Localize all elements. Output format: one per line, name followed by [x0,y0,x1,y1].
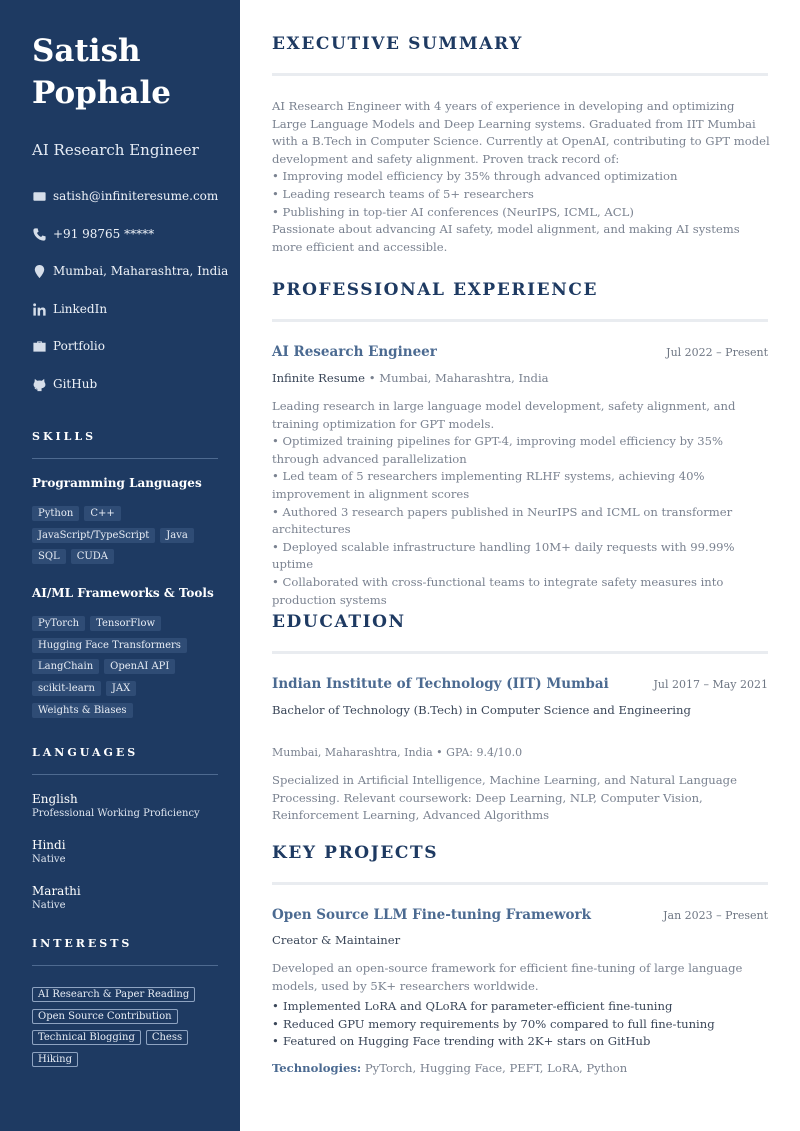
language-name: Marathi [32,884,81,898]
main-content [240,0,800,1131]
summary-line: • Leading research teams of 5+ researchers [272,186,534,201]
education-description: Specialized in Artificial Intelligence, Machine Learning, and Natural Language Processing. Relevant coursework: Deep Learning, NLP, Computer Vision, Reinforcement Learning, Advanced Algorithms [272,773,737,823]
contact-linkedin-text: LinkedIn [53,302,108,316]
mail-icon [32,189,47,204]
projects-heading: KEY PROJECTS [272,843,439,863]
language-level: Native [32,900,66,911]
project-bullets [272,998,772,1051]
interest-tag-row [32,1052,78,1067]
interest-tag: Open Source Contribution [32,1009,178,1024]
experience-location: • Mumbai, Maharashtra, India [368,371,549,385]
skill-tag-row [32,528,194,543]
last-name: Pophale [32,75,171,111]
skills-divider [32,458,218,459]
language-item [32,884,81,911]
skills-heading: SKILLS [32,430,97,443]
skill-tag: CUDA [71,549,114,564]
project-description: Developed an open-source framework for efficient fine-tuning of large language models, used by 5K+ researchers worldwide. [272,961,743,993]
skill-tag: C++ [84,506,120,521]
skill-tag-row [32,638,187,653]
languages-heading: LANGUAGES [32,746,139,759]
technologies-value: PyTorch, Hugging Face, PEFT, LoRA, Python [361,1061,628,1075]
skill-tag: Hugging Face Transformers [32,638,187,653]
education-school: Indian Institute of Technology (IIT) Mumbai [272,676,609,692]
contact-github[interactable] [32,374,97,394]
education-meta: Mumbai, Maharashtra, India • GPA: 9.4/10.0 [272,746,523,759]
experience-line: • Optimized training pipelines for GPT-4, improving model efficiency by 35% through advanced parallelization [272,434,724,466]
summary-text [272,98,772,256]
skill-group-title: Programming Languages [32,476,202,490]
project-technologies [272,1061,627,1075]
skill-tag: TensorFlow [90,616,161,631]
language-name: English [32,792,78,806]
candidate-name [32,30,171,114]
languages-divider [32,774,218,775]
experience-company: Infinite Resume [272,371,366,385]
project-role: Creator & Maintainer [272,933,401,947]
skill-tag: scikit-learn [32,681,101,696]
education-dates: Jul 2017 – May 2021 [653,678,768,691]
experience-heading: PROFESSIONAL EXPERIENCE [272,280,599,300]
contact-github-text: GitHub [53,377,98,391]
summary-line: Passionate about advancing AI safety, model alignment, and making AI systems more efficient and accessible. [272,222,740,254]
contact-phone-text: +91 98765 ***** [53,227,155,241]
skill-tag-row [32,506,121,521]
projects-divider [272,882,768,885]
interest-tag: Hiking [32,1052,78,1067]
skill-tag: Java [160,528,194,543]
contact-portfolio-text: Portfolio [53,339,105,353]
interests-divider [32,965,218,966]
experience-line: Leading research in large language model development, safety alignment, and training optimization for GPT models. [272,399,736,431]
skill-tag: JavaScript/TypeScript [32,528,155,543]
experience-line: • Collaborated with cross-functional teams to integrate safety measures into production systems [272,574,724,607]
experience-line: • Led team of 5 researchers implementing RLHF systems, achieving 40% improvement in alignment scores [272,469,705,501]
interests-heading: INTERESTS [32,937,133,950]
first-name: Satish [32,33,141,69]
interest-tag: Technical Blogging [32,1030,141,1045]
skill-tag-row [32,549,114,564]
skill-tag-row [32,703,133,718]
contact-phone[interactable] [32,224,154,244]
education-degree: Bachelor of Technology (B.Tech) in Computer Science and Engineering [272,703,691,717]
sidebar [0,0,240,1131]
interest-tag-row [32,1009,178,1024]
project-bullet: • Implemented LoRA and QLoRA for parameter-efficient fine-tuning [272,998,772,1016]
skill-tag-row [32,681,136,696]
summary-line: • Improving model efficiency by 35% through advanced optimization [272,169,678,184]
contact-portfolio[interactable] [32,336,105,356]
skill-tag: LangChain [32,659,99,674]
language-item [32,792,200,819]
project-dates: Jan 2023 – Present [663,909,768,922]
skill-tag: PyTorch [32,616,85,631]
summary-line: AI Research Engineer with 4 years of experience in developing and optimizing Large Language Models and Deep Learning systems. Graduated from IIT Mumbai with a B.Tech in Computer Science. Currently at OpenAI, contributing to GPT model development and safety alignment. Proven track record of: [272,99,770,166]
contact-email[interactable] [32,186,218,206]
language-level: Native [32,854,66,865]
summary-line: • Publishing in top-tier AI conferences (NeurIPS, ICML, ACL) [272,204,634,219]
experience-role: AI Research Engineer [272,344,437,360]
language-item [32,838,66,865]
experience-divider [272,319,768,322]
skill-tag: Weights & Biases [32,703,133,718]
summary-heading: EXECUTIVE SUMMARY [272,34,523,54]
experience-line: • Deployed scalable infrastructure handling 10M+ daily requests with 99.99% uptime [272,539,735,572]
skill-tag: SQL [32,549,66,564]
job-title: AI Research Engineer [32,141,199,159]
summary-divider [272,73,768,76]
skill-tag-row [32,659,175,674]
project-bullet: • Featured on Hugging Face trending with 2K+ stars on GitHub [272,1033,772,1051]
location-icon [32,264,47,279]
skill-tag-row [32,616,161,631]
skill-group-title: AI/ML Frameworks & Tools [32,586,214,600]
linkedin-icon [32,302,47,317]
contact-location [32,261,228,281]
contact-linkedin[interactable] [32,299,107,319]
phone-icon [32,227,47,242]
language-name: Hindi [32,838,66,852]
interest-tag: AI Research & Paper Reading [32,987,195,1002]
language-level: Professional Working Proficiency [32,808,200,819]
contact-email-text: satish@infiniteresume.com [53,189,219,203]
experience-company-line [272,371,549,385]
project-bullet: • Reduced GPU memory requirements by 70% compared to full fine-tuning [272,1016,772,1034]
experience-line: • Authored 3 research papers published in NeurIPS and ICML on transformer architectures [272,504,733,537]
interest-tag-row [32,987,195,1002]
skill-tag: JAX [106,681,136,696]
experience-description [272,398,772,609]
experience-dates: Jul 2022 – Present [666,346,768,359]
github-icon [32,377,47,392]
skill-tag: Python [32,506,79,521]
project-name: Open Source LLM Fine-tuning Framework [272,907,591,923]
briefcase-icon [32,339,47,354]
interest-tag-row [32,1030,188,1045]
technologies-label: Technologies: [272,1061,362,1075]
education-divider [272,651,768,654]
contact-location-text: Mumbai, Maharashtra, India [53,264,229,278]
skill-tag: OpenAI API [104,659,175,674]
education-heading: EDUCATION [272,612,406,632]
interest-tag: Chess [146,1030,188,1045]
